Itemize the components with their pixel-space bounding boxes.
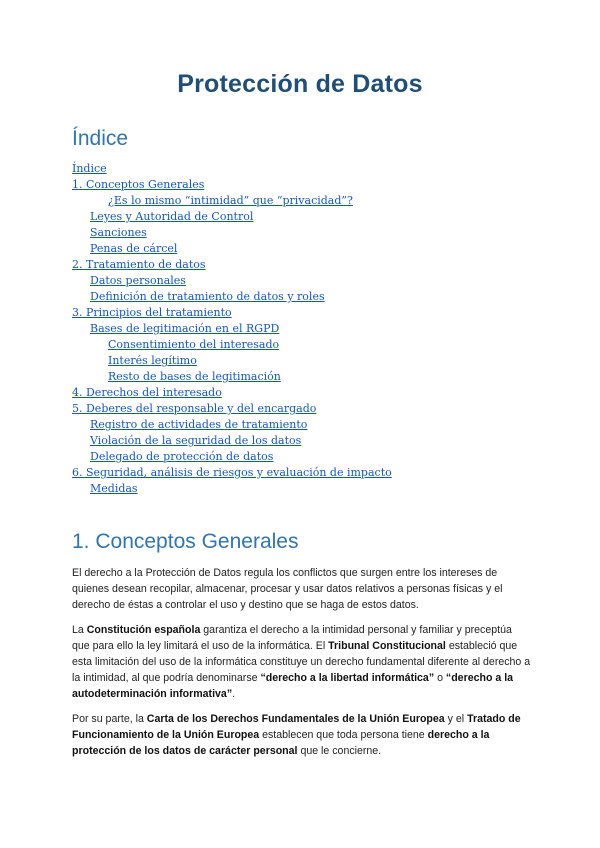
- toc-link[interactable]: 4. Derechos del interesado: [72, 386, 222, 399]
- toc-link[interactable]: 6. Seguridad, análisis de riesgos y evaluación de impacto: [72, 466, 392, 479]
- section-heading: 1. Conceptos Generales: [72, 530, 299, 553]
- bold-text: “derecho a la libertad informática”: [260, 672, 435, 684]
- document-title: Protección de Datos: [177, 70, 423, 98]
- toc-link[interactable]: 3. Principios del tratamiento: [72, 306, 232, 319]
- toc-link[interactable]: Violación de la seguridad de los datos: [90, 434, 302, 447]
- toc-link[interactable]: Consentimiento del interesado: [108, 338, 280, 351]
- toc-link[interactable]: Medidas: [90, 482, 138, 495]
- bold-text: derecho a la protección de los datos de carácter personal: [72, 729, 490, 757]
- text-run: que le concierne.: [297, 745, 382, 757]
- toc-link[interactable]: Delegado de protección de datos: [90, 450, 274, 463]
- toc-link[interactable]: Registro de actividades de tratamiento: [90, 418, 308, 431]
- bold-text: “derecho a la autodeterminación informativa”: [72, 672, 514, 700]
- text-run: La: [72, 624, 87, 636]
- text-run: o: [434, 672, 446, 684]
- bold-text: Constitución española: [86, 624, 201, 636]
- toc-link[interactable]: Índice: [72, 162, 107, 175]
- toc-link[interactable]: 1. Conceptos Generales: [72, 178, 205, 191]
- paragraph-constitucion: [72, 622, 532, 702]
- toc-link[interactable]: Sanciones: [90, 226, 147, 239]
- paragraph-carta-derechos: [72, 711, 532, 759]
- text-run: El derecho a la Protección de Datos regula los conflictos que surgen entre los intereses de quienes desean recopilar, almacenar, procesar y usar datos relativos a personas físicas y el derecho de éstas a controlar el uso y destino que se haga de estos datos.: [72, 567, 503, 611]
- toc-link[interactable]: Definición de tratamiento de datos y roles: [90, 290, 325, 303]
- text-run: .: [232, 688, 236, 700]
- toc-link[interactable]: Penas de cárcel: [90, 242, 178, 255]
- paragraph-intro: [72, 565, 532, 613]
- text-run: Por su parte, la: [72, 713, 147, 725]
- text-run: estableció que esta limitación del uso de la informática constituye un derecho fundamental diferente al derecho a la intimidad, al que podría denominarse: [72, 640, 531, 684]
- toc-link[interactable]: 5. Deberes del responsable y del encargado: [72, 402, 317, 415]
- bold-text: Tratado de Funcionamiento de la Unión Europea: [72, 713, 521, 741]
- bold-text: Tribunal Constitucional: [328, 640, 446, 652]
- toc-heading: Índice: [72, 127, 129, 150]
- toc-link[interactable]: Resto de bases de legitimación: [108, 370, 281, 383]
- toc-link[interactable]: Leyes y Autoridad de Control: [90, 210, 254, 223]
- toc-link[interactable]: 2. Tratamiento de datos: [72, 258, 206, 271]
- toc-link[interactable]: ¿Es lo mismo “intimidad” que “privacidad”?: [108, 194, 353, 207]
- text-run: garantiza el derecho a la intimidad personal y familiar y preceptúa que para ello la ley limitará el uso de la informática. El: [72, 624, 512, 652]
- bold-text: Carta de los Derechos Fundamentales de la Unión Europea: [146, 713, 445, 725]
- toc-link[interactable]: Bases de legitimación en el RGPD: [90, 322, 280, 335]
- text-run: establecen que toda persona tiene: [259, 729, 428, 741]
- text-run: y el: [444, 713, 468, 725]
- toc-link[interactable]: Interés legítimo: [108, 354, 197, 367]
- toc-link[interactable]: Datos personales: [90, 274, 186, 287]
